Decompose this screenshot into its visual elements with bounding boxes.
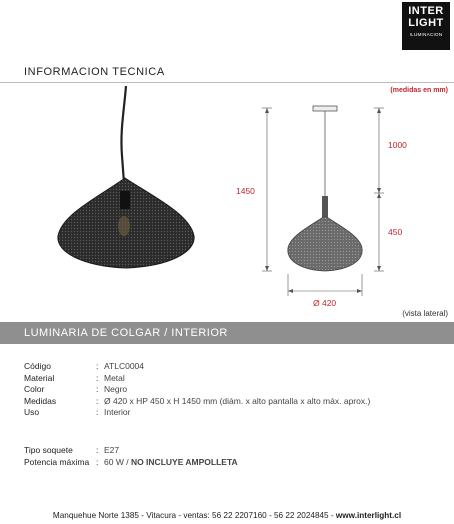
- logo-line-3: ILUMINACION: [409, 32, 443, 37]
- logo-line-2: LIGHT: [408, 17, 444, 29]
- technical-drawing: [255, 100, 405, 300]
- brand-logo: [402, 2, 450, 50]
- dim-total-height: 1450: [236, 186, 255, 196]
- dim-shade-height: 450: [388, 227, 403, 237]
- spec-value-warning: NO INCLUYE AMPOLLETA: [130, 456, 238, 467]
- spec-value: ATLC0004: [104, 361, 145, 371]
- spec-value: Metal: [104, 372, 125, 383]
- spec-value-text: 60 W /: [104, 456, 131, 467]
- spec-key: Código: [24, 361, 51, 371]
- footer-website-link[interactable]: www.interlight.cl: [335, 511, 402, 520]
- spec-row: Tipo soquete : E27: [24, 445, 120, 455]
- spec-row: Potencia máxima : 60 W / NO INCLUYE AMPOLLETA: [24, 456, 238, 467]
- units-note: (medidas en mm): [390, 87, 448, 94]
- spec-key: Medidas: [24, 395, 57, 406]
- spec-key: Tipo soquete: [24, 445, 73, 455]
- spec-value: E27: [104, 445, 120, 455]
- spec-key: Uso: [24, 407, 40, 417]
- view-note: (vista lateral): [402, 309, 448, 318]
- spec-row: Código : ATLC0004: [24, 361, 145, 371]
- spec-list-electrical: [24, 445, 238, 468]
- spec-row: Medidas : Ø 420 x HP 450 x H 1450 mm (diám. x alto pantalla x alto máx. aprox.): [24, 395, 371, 406]
- spec-row: Uso : Interior: [24, 407, 131, 417]
- spec-value: Interior: [104, 407, 131, 417]
- spec-value: Ø 420 x HP 450 x H 1450 mm (diám. x alto pantalla x alto máx. aprox.): [104, 395, 371, 406]
- divider: [0, 82, 454, 83]
- spec-row: Color : Negro: [24, 384, 128, 394]
- dim-diameter: Ø 420: [313, 298, 337, 308]
- spec-row: Material : Metal: [24, 372, 125, 383]
- spec-value: Negro: [104, 384, 128, 394]
- dim-cable-length: 1000: [388, 140, 407, 150]
- footer-contact: [0, 511, 454, 520]
- product-category-band: [0, 322, 454, 344]
- logo-line-1: INTER: [408, 5, 444, 17]
- spec-list: [24, 361, 370, 419]
- spec-value: [104, 457, 238, 469]
- footer-address: Manquehue Norte 1385 - Vitacura - ventas: 56 22 2207160 - 56 22 2024845 -: [52, 511, 336, 520]
- product-photo: [40, 86, 215, 276]
- product-category-title: LUMINARIA DE COLGAR / INTERIOR: [24, 327, 228, 339]
- section-title: INFORMACION TECNICA: [24, 66, 165, 78]
- spec-key: Color: [24, 384, 45, 394]
- spec-key: Material: [24, 372, 55, 383]
- spec-key: Potencia máxima: [24, 456, 90, 467]
